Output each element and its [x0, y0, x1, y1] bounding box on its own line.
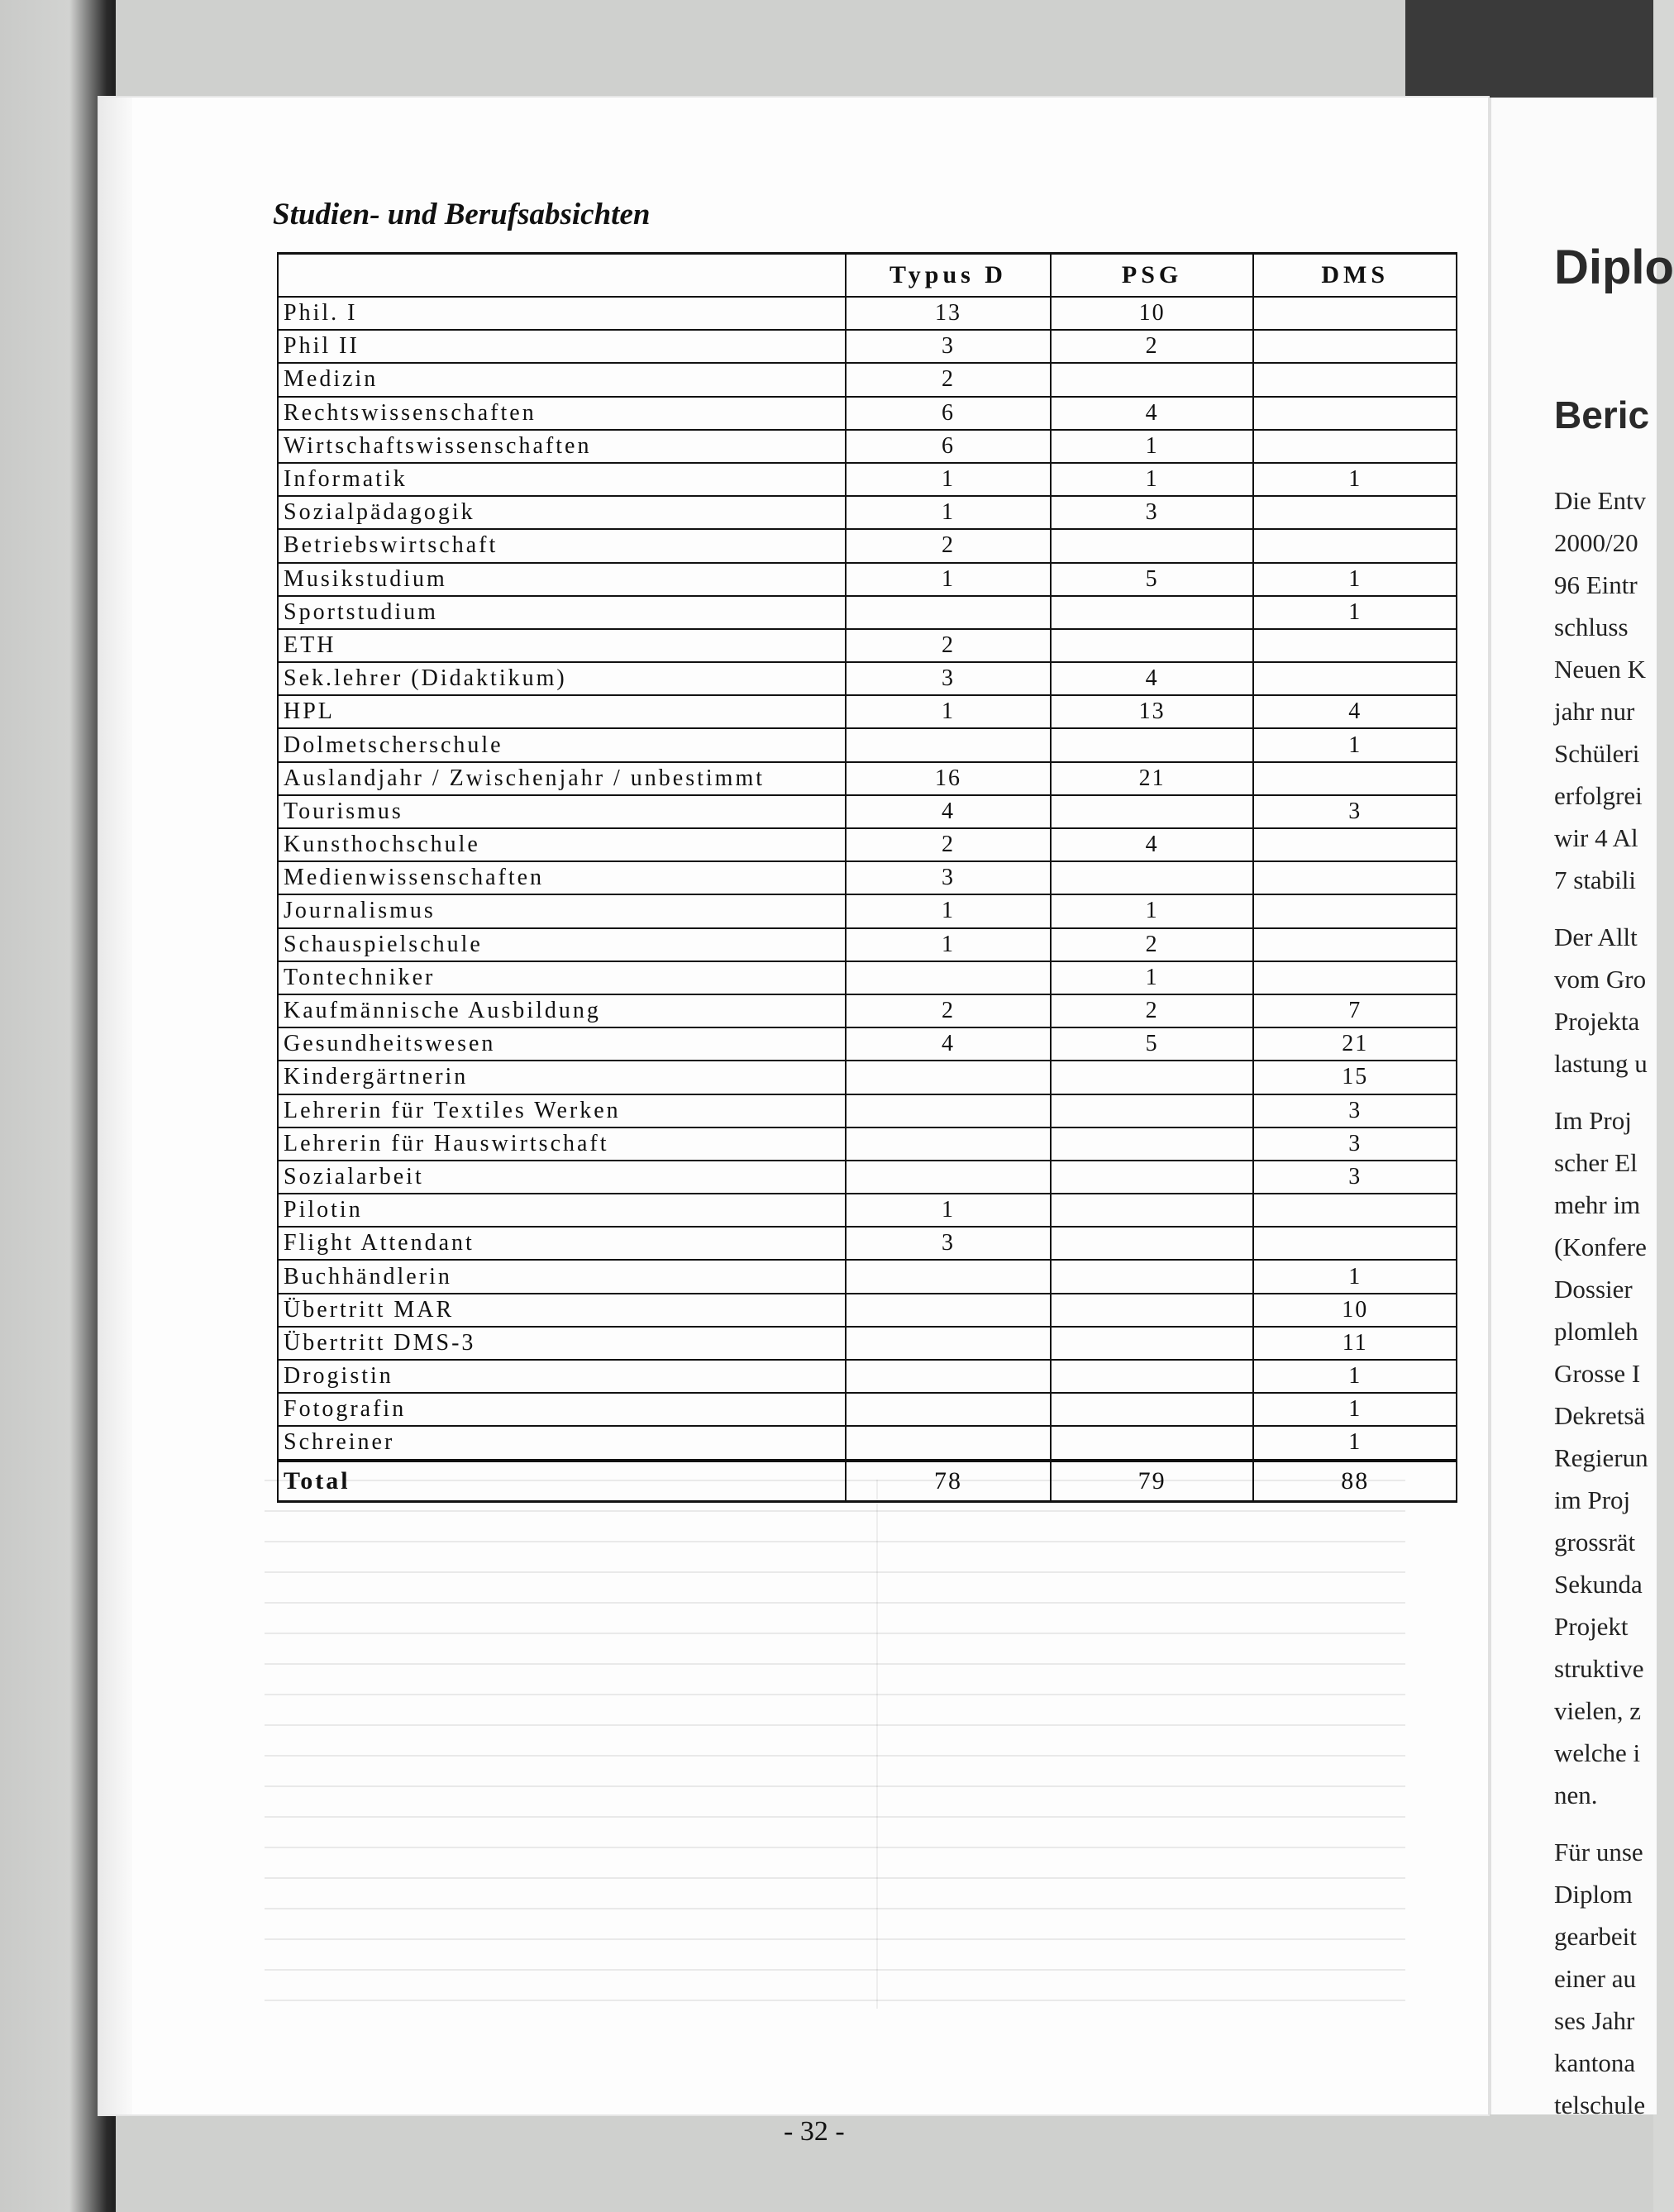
table-row — [278, 1227, 1457, 1260]
cell-typus-d: 4 — [846, 795, 1051, 828]
table-row — [278, 1094, 1457, 1127]
row-label: Dolmetscherschule — [278, 728, 846, 761]
right-page-line: Neuen K — [1554, 655, 1647, 684]
cell-typus-d: 1 — [846, 496, 1051, 529]
row-label: Phil. I — [278, 297, 846, 330]
table-total-row — [278, 1461, 1457, 1502]
bleed-through-lines — [265, 1480, 1405, 2009]
cell-typus-d — [846, 596, 1051, 629]
table-row — [278, 1426, 1457, 1460]
cell-typus-d: 1 — [846, 563, 1051, 596]
table-row — [278, 330, 1457, 363]
right-page-line: Grosse I — [1554, 1359, 1641, 1388]
right-page-line: Die Entv — [1554, 486, 1647, 515]
cell-dms — [1253, 762, 1457, 795]
cell-typus-d — [846, 1094, 1051, 1127]
right-page-line: wir 4 Al — [1554, 823, 1638, 852]
cell-typus-d: 1 — [846, 928, 1051, 961]
row-label: Gesundheitswesen — [278, 1027, 846, 1061]
table-row — [278, 496, 1457, 529]
table-row — [278, 1360, 1457, 1393]
cell-dms: 1 — [1253, 563, 1457, 596]
cell-psg — [1051, 861, 1254, 894]
table-row — [278, 894, 1457, 927]
scan-left-edge — [0, 0, 116, 2212]
header-label — [278, 254, 846, 298]
table-row — [278, 662, 1457, 695]
table-row — [278, 795, 1457, 828]
right-page-line: Schüleri — [1554, 739, 1640, 768]
cell-psg: 2 — [1051, 330, 1254, 363]
row-label: Kaufmännische Ausbildung — [278, 994, 846, 1027]
row-label: Fotografin — [278, 1393, 846, 1426]
section-title: Studien- und Berufsabsichten — [273, 198, 651, 231]
right-page-line: struktive — [1554, 1654, 1644, 1683]
right-page-line: Dossier — [1554, 1275, 1633, 1304]
table-row — [278, 430, 1457, 463]
row-label: Medizin — [278, 363, 846, 396]
table-row — [278, 1294, 1457, 1327]
right-page-line: gearbeit — [1554, 1922, 1637, 1951]
total-typus-d: 78 — [846, 1461, 1051, 1502]
cell-psg: 4 — [1051, 397, 1254, 430]
cell-psg: 21 — [1051, 762, 1254, 795]
table-row — [278, 1061, 1457, 1094]
cell-psg: 1 — [1051, 961, 1254, 994]
cell-psg — [1051, 1294, 1254, 1327]
table-row — [278, 1194, 1457, 1227]
total-label: Total — [278, 1461, 846, 1502]
paragraph-gap — [1554, 1816, 1653, 1831]
row-label: Übertritt DMS-3 — [278, 1327, 846, 1360]
cell-psg: 3 — [1051, 496, 1254, 529]
cell-psg — [1051, 529, 1254, 562]
cell-typus-d — [846, 1161, 1051, 1194]
table-row — [278, 1161, 1457, 1194]
right-page-line: Für unse — [1554, 1838, 1643, 1866]
cell-typus-d — [846, 1061, 1051, 1094]
right-page-line: Sekunda — [1554, 1570, 1643, 1599]
table-row — [278, 961, 1457, 994]
cell-typus-d: 1 — [846, 894, 1051, 927]
row-label: Musikstudium — [278, 563, 846, 596]
right-page-line: einer au — [1554, 1964, 1636, 1993]
cell-dms — [1253, 496, 1457, 529]
row-label: Informatik — [278, 463, 846, 496]
right-page-line: Dekretsä — [1554, 1401, 1646, 1430]
total-dms: 88 — [1253, 1461, 1457, 1502]
right-page-line: grossrät — [1554, 1528, 1636, 1557]
table-row — [278, 297, 1457, 330]
row-label: Buchhändlerin — [278, 1260, 846, 1293]
bleed-through-divider — [876, 1480, 878, 2009]
cell-typus-d: 1 — [846, 463, 1051, 496]
table-row — [278, 928, 1457, 961]
right-page-line: 96 Eintr — [1554, 570, 1638, 599]
row-label: Flight Attendant — [278, 1227, 846, 1260]
table-row — [278, 828, 1457, 861]
cell-typus-d — [846, 1294, 1051, 1327]
cell-psg: 1 — [1051, 894, 1254, 927]
right-page-line: Projekt — [1554, 1612, 1629, 1641]
table-row — [278, 1327, 1457, 1360]
cell-typus-d — [846, 1393, 1051, 1426]
row-label: Übertritt MAR — [278, 1294, 846, 1327]
cell-dms: 7 — [1253, 994, 1457, 1027]
table-row — [278, 363, 1457, 396]
cell-dms: 1 — [1253, 463, 1457, 496]
right-page-line: scher El — [1554, 1148, 1638, 1177]
table-row — [278, 728, 1457, 761]
cell-psg: 5 — [1051, 563, 1254, 596]
row-label: Drogistin — [278, 1360, 846, 1393]
cell-typus-d: 3 — [846, 1227, 1051, 1260]
row-label: Lehrerin für Hauswirtschaft — [278, 1127, 846, 1161]
cell-typus-d: 2 — [846, 629, 1051, 662]
cell-dms — [1253, 397, 1457, 430]
table-row — [278, 1393, 1457, 1426]
cell-psg — [1051, 1327, 1254, 1360]
row-label: Medienwissenschaften — [278, 861, 846, 894]
table-row — [278, 1260, 1457, 1293]
right-page-line: mehr im — [1554, 1190, 1641, 1219]
table-header-row — [278, 254, 1457, 298]
cell-psg — [1051, 629, 1254, 662]
row-label: Schreiner — [278, 1426, 846, 1460]
cell-psg — [1051, 795, 1254, 828]
paragraph-gap — [1554, 901, 1653, 916]
row-label: Pilotin — [278, 1194, 846, 1227]
header-psg: PSG — [1051, 254, 1254, 298]
row-label: ETH — [278, 629, 846, 662]
cell-typus-d: 3 — [846, 330, 1051, 363]
cell-psg: 5 — [1051, 1027, 1254, 1061]
right-page-line: ses Jahr — [1554, 2006, 1635, 2035]
cell-dms: 3 — [1253, 795, 1457, 828]
right-page-line: welche i — [1554, 1738, 1641, 1767]
right-page-line: jahr nur — [1554, 697, 1635, 726]
cell-typus-d: 6 — [846, 397, 1051, 430]
cell-dms — [1253, 928, 1457, 961]
right-page-line: erfolgrei — [1554, 781, 1643, 810]
row-label: HPL — [278, 695, 846, 728]
cell-psg: 10 — [1051, 297, 1254, 330]
table-row — [278, 629, 1457, 662]
row-label: Sozialarbeit — [278, 1161, 846, 1194]
cell-psg — [1051, 1161, 1254, 1194]
right-page-line: 7 stabili — [1554, 865, 1637, 894]
row-label: Tourismus — [278, 795, 846, 828]
cell-dms: 1 — [1253, 596, 1457, 629]
cell-typus-d — [846, 1127, 1051, 1161]
cell-psg — [1051, 1127, 1254, 1161]
right-page-heading: Diplo — [1554, 241, 1674, 294]
row-label: Sozialpädagogik — [278, 496, 846, 529]
cell-psg: 4 — [1051, 828, 1254, 861]
row-label: Tontechniker — [278, 961, 846, 994]
row-label: Rechtswissenschaften — [278, 397, 846, 430]
right-page-line: 2000/20 — [1554, 528, 1638, 557]
cell-dms — [1253, 363, 1457, 396]
right-page-line: kantona — [1554, 2048, 1636, 2077]
cell-typus-d: 2 — [846, 529, 1051, 562]
cell-psg — [1051, 1393, 1254, 1426]
cell-dms: 4 — [1253, 695, 1457, 728]
cell-typus-d — [846, 1260, 1051, 1293]
cell-typus-d: 3 — [846, 861, 1051, 894]
right-page-line: plomleh — [1554, 1317, 1638, 1346]
cell-psg: 2 — [1051, 994, 1254, 1027]
table-row — [278, 397, 1457, 430]
table-row — [278, 463, 1457, 496]
cell-typus-d — [846, 1360, 1051, 1393]
right-page-line: telschule — [1554, 2090, 1646, 2119]
cell-dms — [1253, 1194, 1457, 1227]
cell-dms — [1253, 894, 1457, 927]
table-row — [278, 563, 1457, 596]
scan-top-right-edge — [1405, 0, 1653, 99]
right-page-line: schluss — [1554, 613, 1629, 641]
cell-dms — [1253, 662, 1457, 695]
right-page-line: nen. — [1554, 1781, 1598, 1809]
cell-psg — [1051, 1094, 1254, 1127]
row-label: Betriebswirtschaft — [278, 529, 846, 562]
cell-typus-d: 1 — [846, 695, 1051, 728]
table-row — [278, 861, 1457, 894]
cell-dms — [1253, 330, 1457, 363]
cell-typus-d — [846, 1327, 1051, 1360]
cell-typus-d — [846, 728, 1051, 761]
right-page-line: Projekta — [1554, 1007, 1640, 1036]
cell-typus-d: 16 — [846, 762, 1051, 795]
cell-dms: 1 — [1253, 1260, 1457, 1293]
table-row — [278, 695, 1457, 728]
cell-psg — [1051, 596, 1254, 629]
cell-typus-d: 3 — [846, 662, 1051, 695]
cell-psg: 13 — [1051, 695, 1254, 728]
cell-typus-d: 2 — [846, 994, 1051, 1027]
cell-typus-d — [846, 1426, 1051, 1460]
cell-dms — [1253, 828, 1457, 861]
cell-dms — [1253, 861, 1457, 894]
cell-dms — [1253, 961, 1457, 994]
cell-psg: 1 — [1051, 430, 1254, 463]
cell-psg: 4 — [1051, 662, 1254, 695]
row-label: Phil II — [278, 330, 846, 363]
right-page-line: Im Proj — [1554, 1106, 1632, 1135]
cell-dms: 1 — [1253, 1426, 1457, 1460]
row-label: Lehrerin für Textiles Werken — [278, 1094, 846, 1127]
right-page-text — [1554, 479, 1653, 2126]
row-label: Sportstudium — [278, 596, 846, 629]
cell-psg: 1 — [1051, 463, 1254, 496]
cell-typus-d: 6 — [846, 430, 1051, 463]
cell-psg — [1051, 1061, 1254, 1094]
cell-psg — [1051, 363, 1254, 396]
table-row — [278, 529, 1457, 562]
header-dms: DMS — [1253, 254, 1457, 298]
cell-dms: 3 — [1253, 1127, 1457, 1161]
right-page-line: vom Gro — [1554, 965, 1647, 994]
cell-typus-d — [846, 961, 1051, 994]
cell-dms: 11 — [1253, 1327, 1457, 1360]
cell-dms: 1 — [1253, 1393, 1457, 1426]
cell-dms: 1 — [1253, 728, 1457, 761]
cell-typus-d: 2 — [846, 363, 1051, 396]
table-body — [278, 297, 1457, 1461]
cell-dms — [1253, 629, 1457, 662]
table-row — [278, 596, 1457, 629]
right-page-line: (Konfere — [1554, 1232, 1647, 1261]
cell-dms — [1253, 297, 1457, 330]
right-page-line: vielen, z — [1554, 1696, 1642, 1725]
right-page-line: im Proj — [1554, 1485, 1631, 1514]
cell-dms — [1253, 529, 1457, 562]
cell-psg — [1051, 1194, 1254, 1227]
cell-psg — [1051, 1360, 1254, 1393]
total-psg: 79 — [1051, 1461, 1254, 1502]
row-label: Sek.lehrer (Didaktikum) — [278, 662, 846, 695]
cell-dms: 21 — [1253, 1027, 1457, 1061]
cell-dms: 10 — [1253, 1294, 1457, 1327]
right-page-subheading: Beric — [1554, 393, 1650, 436]
cell-psg — [1051, 1426, 1254, 1460]
table-row — [278, 762, 1457, 795]
row-label: Auslandjahr / Zwischenjahr / unbestimmt — [278, 762, 846, 795]
cell-psg — [1051, 728, 1254, 761]
cell-dms: 15 — [1253, 1061, 1457, 1094]
cell-psg: 2 — [1051, 928, 1254, 961]
cell-dms — [1253, 430, 1457, 463]
row-label: Wirtschaftswissenschaften — [278, 430, 846, 463]
row-label: Kunsthochschule — [278, 828, 846, 861]
paragraph-gap — [1554, 1085, 1653, 1099]
table-row — [278, 994, 1457, 1027]
right-page-line: Der Allt — [1554, 922, 1638, 951]
row-label: Journalismus — [278, 894, 846, 927]
cell-dms: 3 — [1253, 1161, 1457, 1194]
cell-typus-d: 2 — [846, 828, 1051, 861]
cell-typus-d: 1 — [846, 1194, 1051, 1227]
table-row — [278, 1027, 1457, 1061]
header-typus-d: Typus D — [846, 254, 1051, 298]
right-page-line: Regierun — [1554, 1443, 1648, 1472]
cell-typus-d: 4 — [846, 1027, 1051, 1061]
study-career-table — [277, 252, 1457, 1503]
cell-psg — [1051, 1260, 1254, 1293]
right-page-line: Diplom — [1554, 1880, 1633, 1909]
cell-psg — [1051, 1227, 1254, 1260]
cell-dms: 1 — [1253, 1360, 1457, 1393]
cell-dms: 3 — [1253, 1094, 1457, 1127]
cell-typus-d: 13 — [846, 297, 1051, 330]
row-label: Kindergärtnerin — [278, 1061, 846, 1094]
page-number: - 32 - — [784, 2116, 845, 2147]
row-label: Schauspielschule — [278, 928, 846, 961]
table-row — [278, 1127, 1457, 1161]
right-page-line: lastung u — [1554, 1049, 1648, 1078]
cell-dms — [1253, 1227, 1457, 1260]
